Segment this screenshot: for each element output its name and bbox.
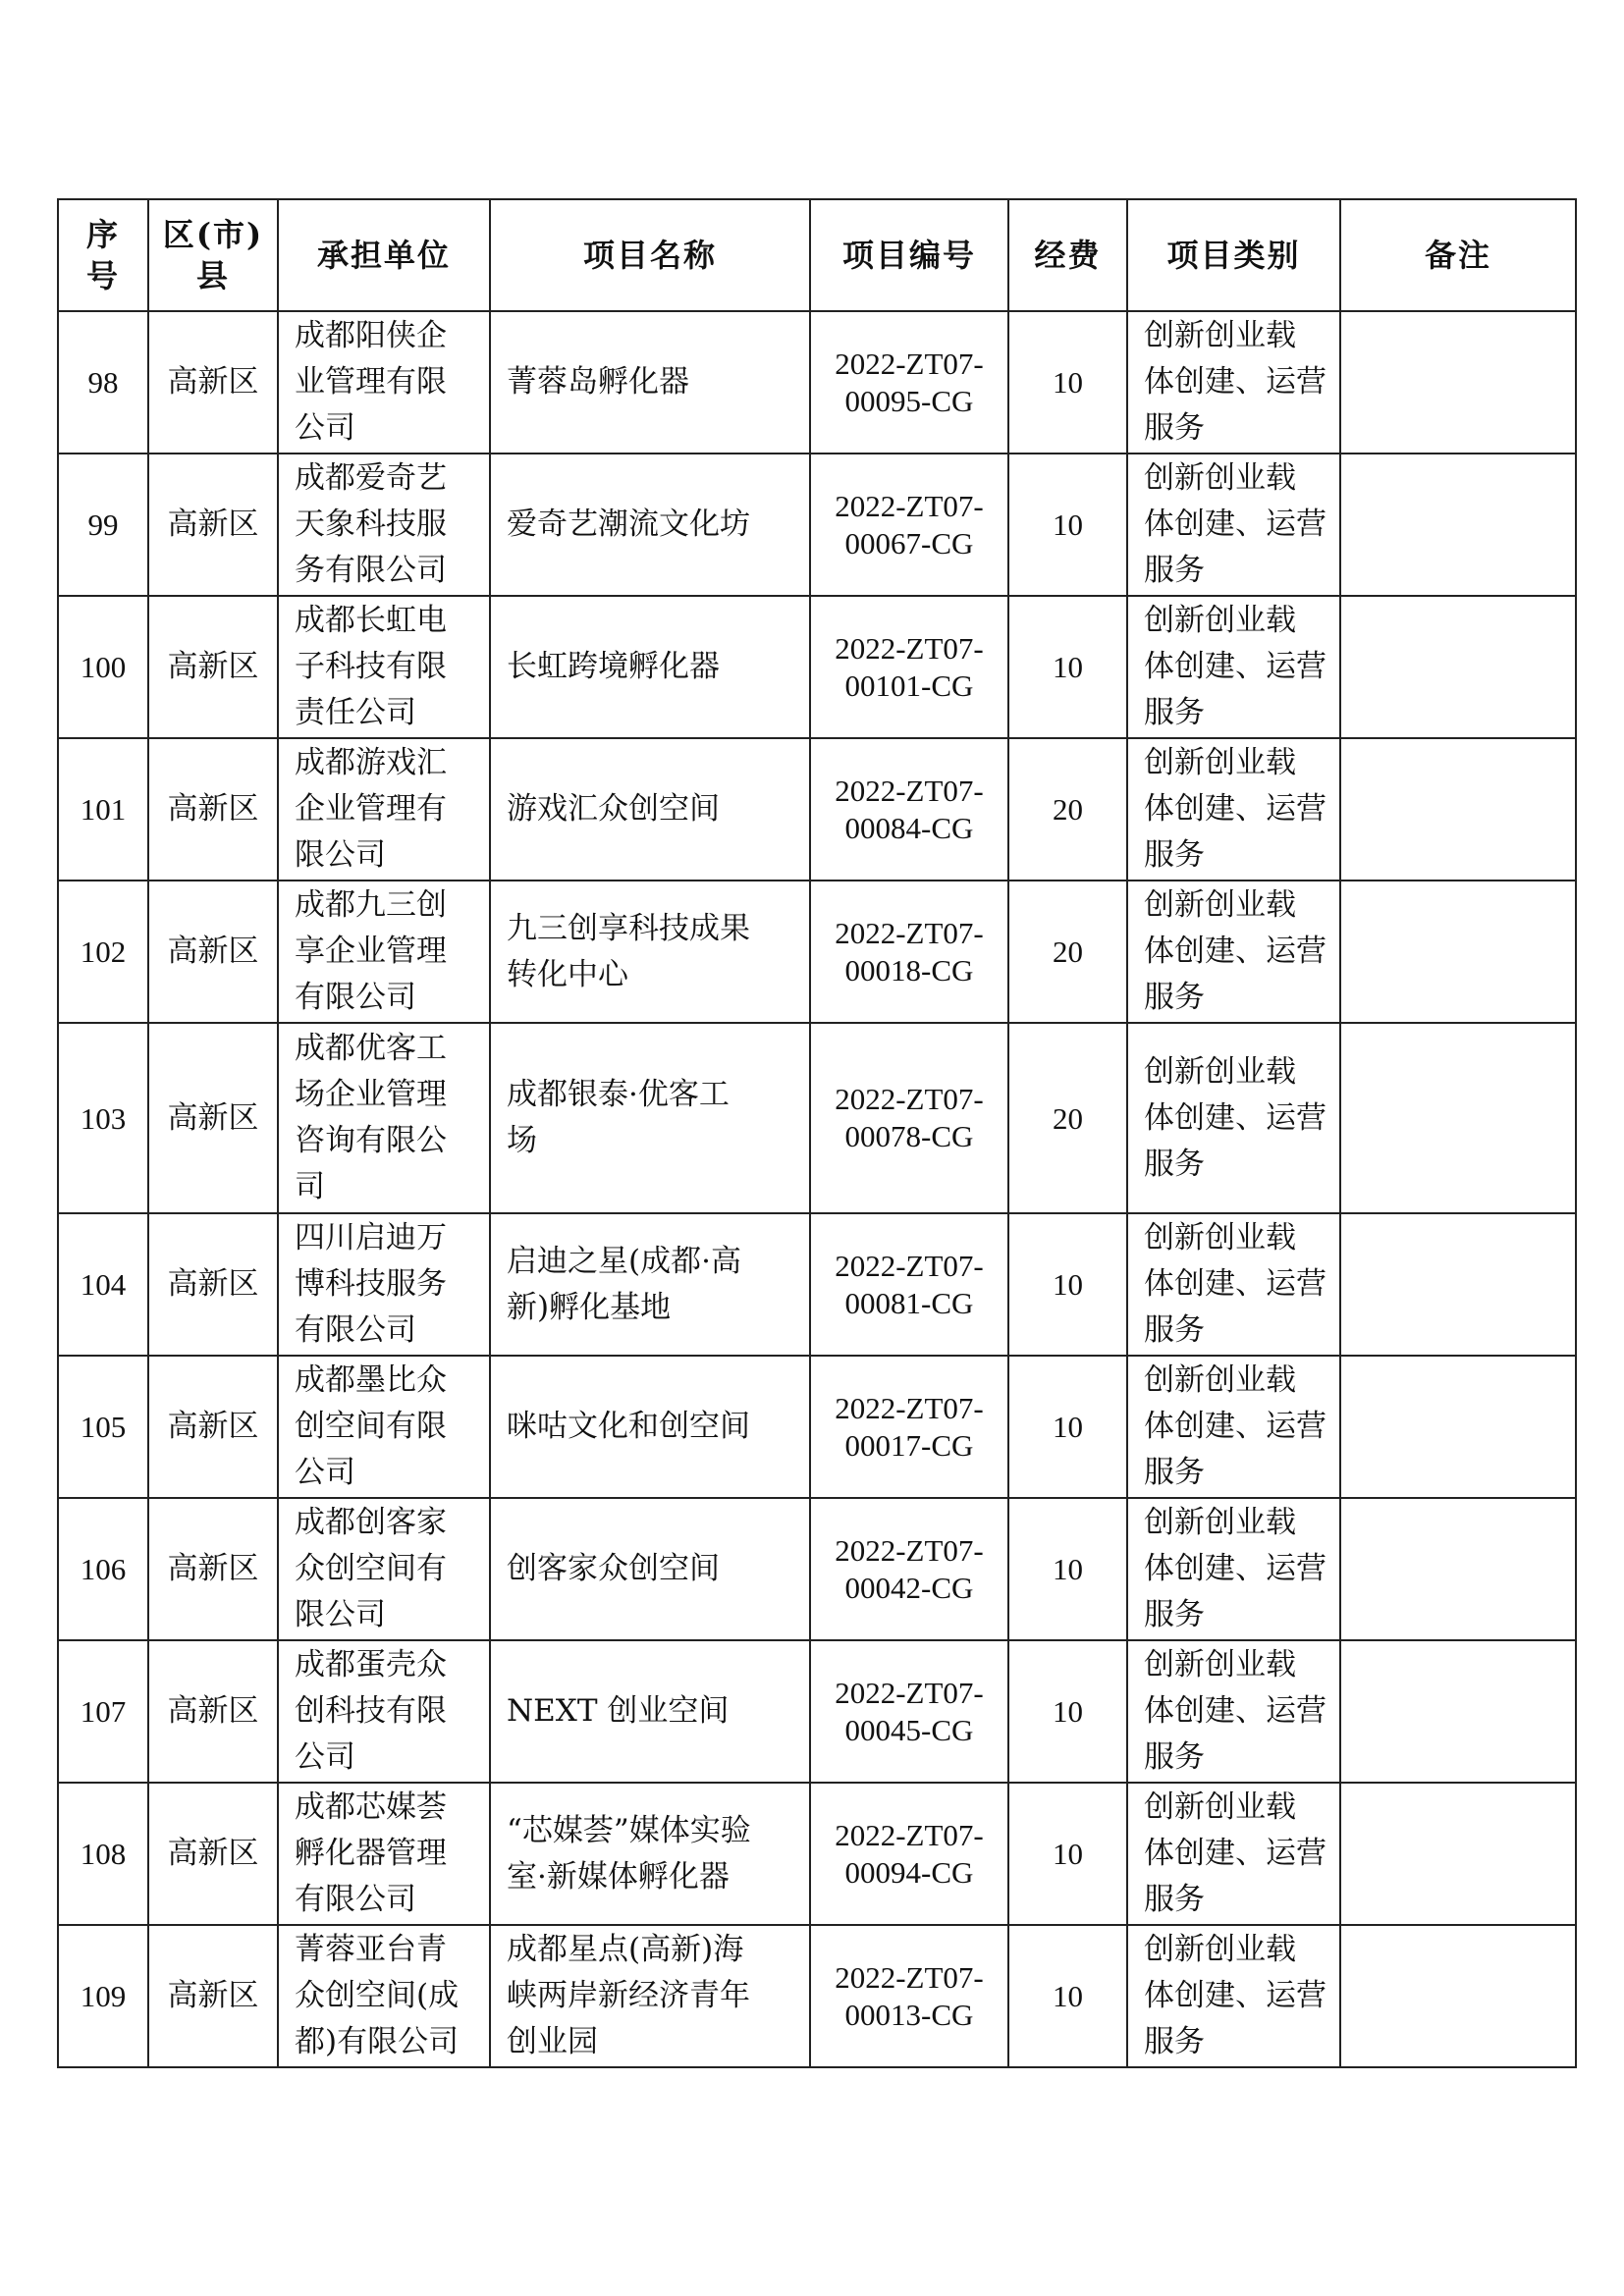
cell-district: 高新区 bbox=[148, 1498, 278, 1640]
cell-category: 创新创业载 体创建、运营 服务 bbox=[1127, 881, 1340, 1023]
cell-code: 2022-ZT07- 00045-CG bbox=[810, 1640, 1008, 1783]
cell-category: 创新创业载 体创建、运营 服务 bbox=[1127, 1640, 1340, 1783]
cell-district: 高新区 bbox=[148, 1640, 278, 1783]
cell-category: 创新创业载 体创建、运营 服务 bbox=[1127, 311, 1340, 454]
header-project: 项目名称 bbox=[490, 199, 810, 311]
header-code: 项目编号 bbox=[810, 199, 1008, 311]
cell-fund: 10 bbox=[1008, 1925, 1127, 2067]
table-row bbox=[58, 1356, 1576, 1498]
cell-seq: 98 bbox=[58, 311, 148, 454]
cell-fund: 10 bbox=[1008, 1783, 1127, 1925]
table-row bbox=[58, 311, 1576, 454]
header-category: 项目类别 bbox=[1127, 199, 1340, 311]
cell-project: 游戏汇众创空间 bbox=[490, 738, 810, 881]
cell-code: 2022-ZT07- 00094-CG bbox=[810, 1783, 1008, 1925]
cell-unit: 成都创客家 众创空间有 限公司 bbox=[278, 1498, 490, 1640]
cell-remark bbox=[1340, 596, 1576, 738]
cell-seq: 105 bbox=[58, 1356, 148, 1498]
cell-district: 高新区 bbox=[148, 1783, 278, 1925]
header-seq: 序 号 bbox=[58, 199, 148, 311]
cell-fund: 10 bbox=[1008, 596, 1127, 738]
cell-seq: 100 bbox=[58, 596, 148, 738]
cell-remark bbox=[1340, 1498, 1576, 1640]
cell-fund: 10 bbox=[1008, 454, 1127, 596]
table-row bbox=[58, 1023, 1576, 1213]
cell-district: 高新区 bbox=[148, 1023, 278, 1213]
cell-seq: 102 bbox=[58, 881, 148, 1023]
cell-project: 启迪之星(成都·高 新)孵化基地 bbox=[490, 1213, 810, 1356]
cell-seq: 104 bbox=[58, 1213, 148, 1356]
cell-remark bbox=[1340, 454, 1576, 596]
cell-district: 高新区 bbox=[148, 1356, 278, 1498]
cell-seq: 107 bbox=[58, 1640, 148, 1783]
cell-unit: 成都长虹电 子科技有限 责任公司 bbox=[278, 596, 490, 738]
cell-fund: 20 bbox=[1008, 1023, 1127, 1213]
cell-code: 2022-ZT07- 00081-CG bbox=[810, 1213, 1008, 1356]
cell-code: 2022-ZT07- 00013-CG bbox=[810, 1925, 1008, 2067]
cell-category: 创新创业载 体创建、运营 服务 bbox=[1127, 454, 1340, 596]
cell-remark bbox=[1340, 1925, 1576, 2067]
table-row bbox=[58, 738, 1576, 881]
cell-remark bbox=[1340, 1783, 1576, 1925]
header-district: 区(市) 县 bbox=[148, 199, 278, 311]
table-row bbox=[58, 454, 1576, 596]
cell-code: 2022-ZT07- 00042-CG bbox=[810, 1498, 1008, 1640]
cell-fund: 20 bbox=[1008, 738, 1127, 881]
cell-fund: 10 bbox=[1008, 1213, 1127, 1356]
cell-code: 2022-ZT07- 00078-CG bbox=[810, 1023, 1008, 1213]
cell-unit: 四川启迪万 博科技服务 有限公司 bbox=[278, 1213, 490, 1356]
cell-district: 高新区 bbox=[148, 1925, 278, 2067]
cell-code: 2022-ZT07- 00095-CG bbox=[810, 311, 1008, 454]
cell-district: 高新区 bbox=[148, 596, 278, 738]
cell-project: NEXT 创业空间 bbox=[490, 1640, 810, 1783]
project-table bbox=[57, 198, 1577, 2068]
cell-project: 长虹跨境孵化器 bbox=[490, 596, 810, 738]
header-unit: 承担单位 bbox=[278, 199, 490, 311]
table-header-row bbox=[58, 199, 1576, 311]
cell-seq: 109 bbox=[58, 1925, 148, 2067]
header-fund: 经费 bbox=[1008, 199, 1127, 311]
cell-district: 高新区 bbox=[148, 454, 278, 596]
cell-unit: 菁蓉亚台青 众创空间(成 都)有限公司 bbox=[278, 1925, 490, 2067]
cell-code: 2022-ZT07- 00101-CG bbox=[810, 596, 1008, 738]
cell-unit: 成都墨比众 创空间有限 公司 bbox=[278, 1356, 490, 1498]
cell-district: 高新区 bbox=[148, 1213, 278, 1356]
cell-fund: 10 bbox=[1008, 1640, 1127, 1783]
table-row bbox=[58, 1783, 1576, 1925]
table-row bbox=[58, 1498, 1576, 1640]
cell-seq: 108 bbox=[58, 1783, 148, 1925]
cell-unit: 成都芯媒荟 孵化器管理 有限公司 bbox=[278, 1783, 490, 1925]
cell-remark bbox=[1340, 1213, 1576, 1356]
cell-seq: 103 bbox=[58, 1023, 148, 1213]
cell-remark bbox=[1340, 1023, 1576, 1213]
cell-category: 创新创业载 体创建、运营 服务 bbox=[1127, 1783, 1340, 1925]
cell-fund: 20 bbox=[1008, 881, 1127, 1023]
cell-seq: 99 bbox=[58, 454, 148, 596]
header-remark: 备注 bbox=[1340, 199, 1576, 311]
cell-project: 菁蓉岛孵化器 bbox=[490, 311, 810, 454]
cell-fund: 10 bbox=[1008, 1356, 1127, 1498]
cell-code: 2022-ZT07- 00067-CG bbox=[810, 454, 1008, 596]
table-body bbox=[58, 311, 1576, 2067]
cell-project: 成都星点(高新)海 峡两岸新经济青年 创业园 bbox=[490, 1925, 810, 2067]
cell-remark bbox=[1340, 1640, 1576, 1783]
cell-category: 创新创业载 体创建、运营 服务 bbox=[1127, 596, 1340, 738]
cell-category: 创新创业载 体创建、运营 服务 bbox=[1127, 1498, 1340, 1640]
cell-category: 创新创业载 体创建、运营 服务 bbox=[1127, 738, 1340, 881]
cell-district: 高新区 bbox=[148, 881, 278, 1023]
cell-project: 创客家众创空间 bbox=[490, 1498, 810, 1640]
cell-unit: 成都阳侠企 业管理有限 公司 bbox=[278, 311, 490, 454]
cell-remark bbox=[1340, 881, 1576, 1023]
cell-project: 九三创享科技成果 转化中心 bbox=[490, 881, 810, 1023]
cell-district: 高新区 bbox=[148, 311, 278, 454]
cell-category: 创新创业载 体创建、运营 服务 bbox=[1127, 1213, 1340, 1356]
cell-project: “芯媒荟”媒体实验 室·新媒体孵化器 bbox=[490, 1783, 810, 1925]
cell-seq: 106 bbox=[58, 1498, 148, 1640]
cell-project: 咪咕文化和创空间 bbox=[490, 1356, 810, 1498]
cell-unit: 成都爱奇艺 天象科技服 务有限公司 bbox=[278, 454, 490, 596]
cell-remark bbox=[1340, 1356, 1576, 1498]
table-row bbox=[58, 596, 1576, 738]
cell-project: 成都银泰·优客工 场 bbox=[490, 1023, 810, 1213]
cell-seq: 101 bbox=[58, 738, 148, 881]
cell-unit: 成都优客工 场企业管理 咨询有限公 司 bbox=[278, 1023, 490, 1213]
cell-category: 创新创业载 体创建、运营 服务 bbox=[1127, 1356, 1340, 1498]
cell-unit: 成都游戏汇 企业管理有 限公司 bbox=[278, 738, 490, 881]
cell-category: 创新创业载 体创建、运营 服务 bbox=[1127, 1925, 1340, 2067]
table-row bbox=[58, 1213, 1576, 1356]
cell-project: 爱奇艺潮流文化坊 bbox=[490, 454, 810, 596]
table-row bbox=[58, 881, 1576, 1023]
table-row bbox=[58, 1925, 1576, 2067]
cell-category: 创新创业载 体创建、运营 服务 bbox=[1127, 1023, 1340, 1213]
cell-unit: 成都九三创 享企业管理 有限公司 bbox=[278, 881, 490, 1023]
table-row bbox=[58, 1640, 1576, 1783]
cell-fund: 10 bbox=[1008, 311, 1127, 454]
cell-fund: 10 bbox=[1008, 1498, 1127, 1640]
cell-code: 2022-ZT07- 00018-CG bbox=[810, 881, 1008, 1023]
cell-remark bbox=[1340, 738, 1576, 881]
cell-unit: 成都蛋壳众 创科技有限 公司 bbox=[278, 1640, 490, 1783]
cell-remark bbox=[1340, 311, 1576, 454]
cell-district: 高新区 bbox=[148, 738, 278, 881]
cell-code: 2022-ZT07- 00017-CG bbox=[810, 1356, 1008, 1498]
cell-code: 2022-ZT07- 00084-CG bbox=[810, 738, 1008, 881]
